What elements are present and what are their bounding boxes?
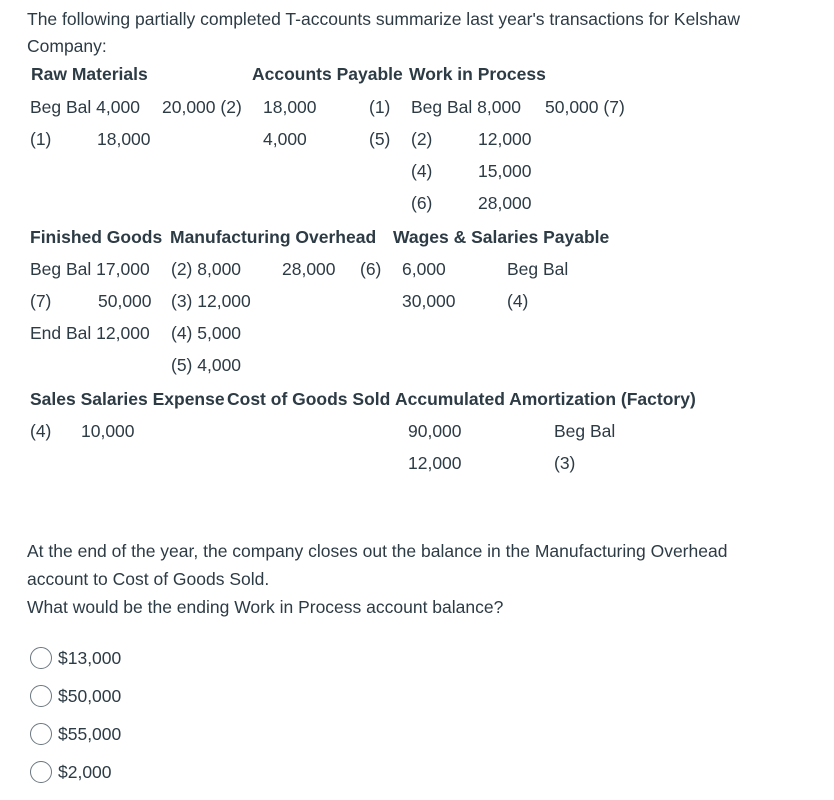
rm-beg-bal: Beg Bal 4,000 [30,97,140,117]
header-work-in-process: Work in Process [409,64,546,84]
fg-beg-bal: Beg Bal 17,000 [30,259,150,279]
option-13000[interactable] [30,645,121,671]
question-context: At the end of the year, the company closes out the balance in the Manufacturing Overhead account to Cost of Goods Sold. [27,541,728,589]
option-50000[interactable] [30,683,121,709]
rm-ref-1: (1) [30,129,52,149]
wip-debit-28000: 28,000 [478,193,532,213]
mo-credit-28000: 28,000 [282,259,336,279]
wip-beg-bal: Beg Bal 8,000 [411,97,521,117]
mo-debit-3: (3) 12,000 [171,291,251,311]
header-cost-of-goods-sold: Cost of Goods Sold [227,389,391,409]
wip-credit-7: 50,000 (7) [545,97,625,117]
wip-ref-2: (2) [411,129,433,149]
option-label: $2,000 [58,761,112,782]
question-prompt: What would be the ending Work in Process account balance? [27,597,504,617]
option-55000[interactable] [30,721,121,747]
wip-debit-12000: 12,000 [478,129,532,149]
cogs-debit-12000: 12,000 [408,453,462,473]
ap-credit-4000: 4,000 [263,129,307,149]
mo-debit-2: (2) 8,000 [171,259,242,279]
fg-debit-50000: 50,000 [98,291,152,311]
mo-debit-4: (4) 5,000 [171,323,242,343]
option-label: $50,000 [58,685,122,706]
header-accumulated-amortization: Accumulated Amortization (Factory) [395,389,696,409]
radio-button[interactable] [30,761,52,783]
ap-ref-1: (1) [369,97,391,117]
option-label: $13,000 [58,647,122,668]
header-sales-salaries-expense: Sales Salaries Expense [30,389,225,409]
wsp-debit-30000: 30,000 [402,291,456,311]
ap-credit-18000: 18,000 [263,97,317,117]
header-wages-salaries-payable: Wages & Salaries Payable [393,227,610,247]
radio-button[interactable] [30,723,52,745]
header-accounts-payable: Accounts Payable [252,64,403,84]
rm-credit-2: 20,000 (2) [162,97,242,117]
ap-ref-5: (5) [369,129,391,149]
sse-debit-10000: 10,000 [81,421,135,441]
aa-ref-3: (3) [554,453,576,473]
radio-button[interactable] [30,647,52,669]
header-finished-goods: Finished Goods [30,227,163,247]
fg-end-bal: End Bal 12,000 [30,323,150,343]
mo-debit-5: (5) 4,000 [171,355,242,375]
wip-ref-6: (6) [411,193,433,213]
option-2000[interactable] [30,759,112,785]
radio-button[interactable] [30,685,52,707]
header-raw-materials: Raw Materials [31,64,148,84]
cogs-debit-90000: 90,000 [408,421,462,441]
wsp-debit-6000: 6,000 [402,259,446,279]
header-manufacturing-overhead: Manufacturing Overhead [170,227,377,247]
fg-ref-7: (7) [30,291,52,311]
rm-debit-18000: 18,000 [97,129,151,149]
wsp-ref-6: (6) [360,259,382,279]
wip-debit-15000: 15,000 [478,161,532,181]
aa-beg-bal: Beg Bal [554,421,616,441]
wip-ref-4: (4) [411,161,433,181]
question-block [27,537,787,621]
wsp-ref-4: (4) [507,291,529,311]
option-label: $55,000 [58,723,122,744]
intro-text: The following partially completed T-accounts summarize last year's transactions for Kelshaw Company: [27,9,741,56]
wsp-beg-bal: Beg Bal [507,259,569,279]
sse-ref-4: (4) [30,421,52,441]
